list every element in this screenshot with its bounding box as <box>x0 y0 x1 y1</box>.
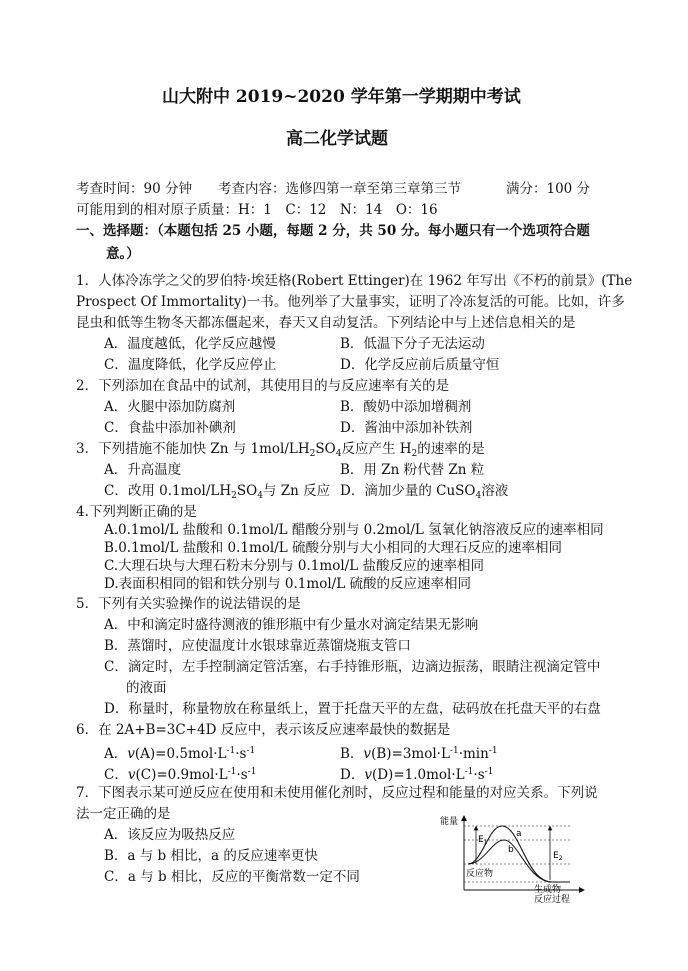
reactant-label: 反应物 <box>466 869 494 879</box>
section-heading: 一、选择题：（本题包括 25 小题，每题 2 分，共 50 分。每小题只有一个选项符合题 <box>76 223 590 239</box>
q6-option-b: B．$v(B)=3mol\cdot L^{-1}\cdot\min^{-1}$ <box>340 746 498 762</box>
exam-content: 考查内容：选修四第一章至第三章第三节 <box>218 181 461 197</box>
atomic-masses: 可能用到的相对原子质量：H：1 C：12 N：14 O：16 <box>76 202 438 218</box>
exam-title: 山大附中 2019~2020 学年第一学期期中考试 <box>162 87 521 107</box>
q6-option-a: A．$v(A)=0.5mol\cdot L^{-1}\cdot s^{-1}$ <box>104 746 256 762</box>
x-axis-label: 反应过程 <box>534 895 571 904</box>
q5-stem: 5．下列有关实验操作的说法错误的是 <box>76 596 301 612</box>
q6-option-c: C．$v(C)=0.9mol\cdot L^{-1}\cdot s^{-1}$ <box>104 767 257 783</box>
energy-diagram <box>440 812 590 904</box>
q7-option-b: B．a 与 b 相比，a 的反应速率更快 <box>104 848 318 864</box>
q4-stem: 4.下列判断正确的是 <box>76 504 197 520</box>
q1-option-d: D．化学反应前后质量守恒 <box>340 357 500 373</box>
q2-option-c: C．食盐中添加补碘剂 <box>104 420 236 436</box>
exam-score: 满分：100 分 <box>506 181 591 197</box>
q1-line3: 昆虫和低等生物冬天都冻僵起来，春天又自动复活。下列结论中与上述信息相关的是 <box>76 315 576 331</box>
exam-subtitle: 高二化学试题 <box>286 129 388 149</box>
q5-option-b: B．蒸馏时，应使温度计水银球靠近蒸馏烧瓶支管口 <box>104 638 411 654</box>
e1-label: $E_1$ <box>478 835 488 846</box>
q1-line2: Prospect Of Immortality)一书。他列举了大量事实，证明了冷冻复活的可能。比如，许多 <box>76 294 625 310</box>
q1-line1: 1．人体冷冻学之父的罗伯特·埃廷格(Robert Ettinger)在 1962 年写出《不朽的前景》(The <box>76 273 633 289</box>
q2-stem: 2．下列添加在食品中的试剂，其使用目的与反应速率有关的是 <box>76 378 450 394</box>
y-axis-label: 能量 <box>440 817 459 827</box>
q3-option-d: D．滴加少量的 CuSO$_4$溶液 <box>340 483 509 501</box>
q3-option-b: B．用 Zn 粉代替 Zn 粒 <box>340 462 485 478</box>
q6-stem: 6．在 2A+B=3C+4D 反应中，表示该反应速率最快的数据是 <box>76 722 451 738</box>
q4-option-b: B.0.1mol/L 盐酸和 0.1mol/L 硫酸分别与大小相同的大理石反应的速率相同 <box>104 540 563 556</box>
e2-label: $E_2$ <box>553 851 563 862</box>
q3-stem: 3．下列措施不能加快 Zn 与 $1mol/LH_2SO_4$反应产生 $H_2$的速率的是 <box>76 441 485 459</box>
q3-option-c: C．改用 $0.1mol/LH_2SO_4$与 Zn 反应 <box>104 483 331 501</box>
q5-option-d: D．称量时，称量物放在称量纸上，置于托盘天平的左盘，砝码放在托盘天平的右盘 <box>104 701 601 717</box>
exam-time: 考查时间：90 分钟 <box>76 181 192 197</box>
q7-line2: 法一定正确的是 <box>76 806 171 822</box>
q2-option-b: B．酸奶中添加增稠剂 <box>340 399 472 415</box>
q7-line1: 7．下图表示某可逆反应在使用和未使用催化剂时，反应过程和能量的对应关系。下列说 <box>76 785 598 801</box>
product-label: 生成物 <box>534 885 562 895</box>
section-heading-cont: 意。） <box>106 246 140 262</box>
q4-option-a: A.0.1mol/L 盐酸和 0.1mol/L 醋酸分别与 0.2mol/L 氢氧化钠溶液反应的速率相同 <box>104 522 604 538</box>
q1-option-a: A．温度越低，化学反应越慢 <box>104 336 276 352</box>
q1-option-c: C．温度降低，化学反应停止 <box>104 357 277 373</box>
q7-option-c: C．a 与 b 相比，反应的平衡常数一定不同 <box>104 869 360 885</box>
q5-option-a: A．中和滴定时盛待测液的锥形瓶中有少量水对滴定结果无影响 <box>104 617 479 633</box>
q5-option-c-line1: C．滴定时，左手控制滴定管活塞，右手持锥形瓶，边滴边振荡，眼睛注视滴定管中 <box>104 659 601 675</box>
q7-option-a: A．该反应为吸热反应 <box>104 827 236 843</box>
q3-option-a: A．升高温度 <box>104 462 182 478</box>
curve-a-label: a <box>516 829 522 839</box>
q1-option-b: B．低温下分子无法运动 <box>340 336 485 352</box>
q4-option-c: C.大理石块与大理石粉末分别与 0.1mol/L 盐酸反应的速率相同 <box>104 558 484 574</box>
q6-option-d: D．$v(D)=1.0mol\cdot L^{-1}\cdot s^{-1}$ <box>340 767 494 783</box>
q5-option-c-line2: 的液面 <box>126 680 167 696</box>
q2-option-d: D．酱油中添加补铁剂 <box>340 420 473 436</box>
q4-option-d: D.表面积相同的铝和铁分别与 0.1mol/L 硫酸的反应速率相同 <box>104 576 471 592</box>
curve-b-label: b <box>508 845 514 855</box>
q2-option-a: A．火腿中添加防腐剂 <box>104 399 236 415</box>
